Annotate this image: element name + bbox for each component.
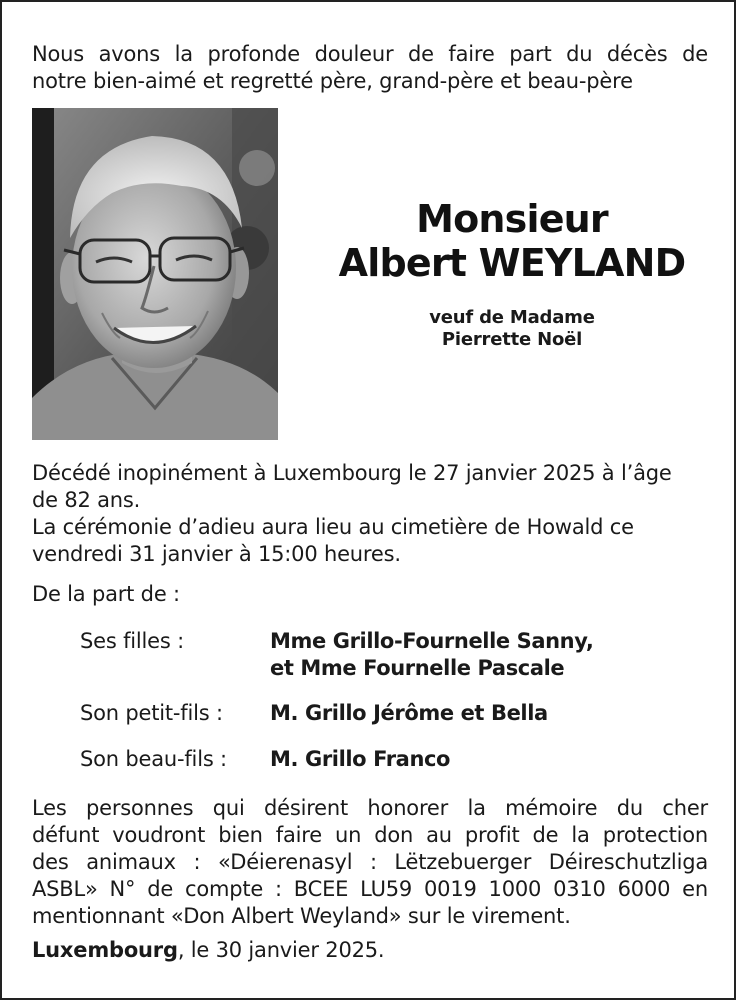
widow-line: Pierrette Noël	[441, 329, 583, 350]
family-role-grandson: Son petit-fils :	[80, 701, 223, 725]
donation-paragraph	[32, 795, 708, 930]
widow-of	[312, 307, 712, 351]
closing-place: Luxembourg	[32, 938, 178, 962]
family-role-daughters: Ses filles :	[80, 629, 184, 653]
intro-line: notre bien-aimé et regretté père, grand-père et beau-père	[32, 69, 633, 93]
deceased-title: Monsieur	[416, 197, 608, 241]
ceremony-line: La cérémonie d’adieu aura lieu au cimetière de Howald ce	[32, 515, 634, 539]
deceased-name: Albert WEYLAND	[338, 241, 686, 285]
donation-line: des animaux : «Déierenasyl : Lëtzebuerger Déireschutzliga	[32, 850, 708, 874]
death-line: de 82 ans.	[32, 488, 141, 512]
family-name-line: et Mme Fournelle Pascale	[270, 656, 565, 680]
death-notice-paragraph	[32, 460, 712, 568]
family-names-daughters	[270, 628, 593, 682]
closing-line	[32, 937, 384, 964]
intro-paragraph	[32, 41, 708, 95]
donation-line: ASBL» N° de compte : BCEE LU59 0019 1000 0310 6000 en	[32, 877, 708, 901]
portrait-photo	[32, 108, 278, 440]
donation-line: Les personnes qui désirent honorer la mémoire du cher	[32, 796, 708, 820]
portrait-image	[32, 108, 278, 440]
death-line: Décédé inopinément à Luxembourg le 27 janvier 2025 à l’âge	[32, 461, 672, 485]
family-role-son-in-law: Son beau-fils :	[80, 747, 227, 771]
widow-line: veuf de Madame	[429, 307, 595, 328]
from-label: De la part de :	[32, 582, 180, 606]
donation-line: mentionnant «Don Albert Weyland» sur le virement.	[32, 904, 571, 928]
intro-line: Nous avons la profonde douleur de faire part du décès de	[32, 42, 708, 66]
family-names-son-in-law: M. Grillo Franco	[270, 747, 451, 771]
donation-line: défunt voudront bien faire un don au profit de la protection	[32, 823, 708, 847]
family-name-line: Mme Grillo-Fournelle Sanny,	[270, 629, 594, 653]
ceremony-line: vendredi 31 janvier à 15:00 heures.	[32, 542, 401, 566]
family-names-grandson: M. Grillo Jérôme et Bella	[270, 701, 548, 725]
closing-date: , le 30 janvier 2025.	[177, 938, 385, 962]
